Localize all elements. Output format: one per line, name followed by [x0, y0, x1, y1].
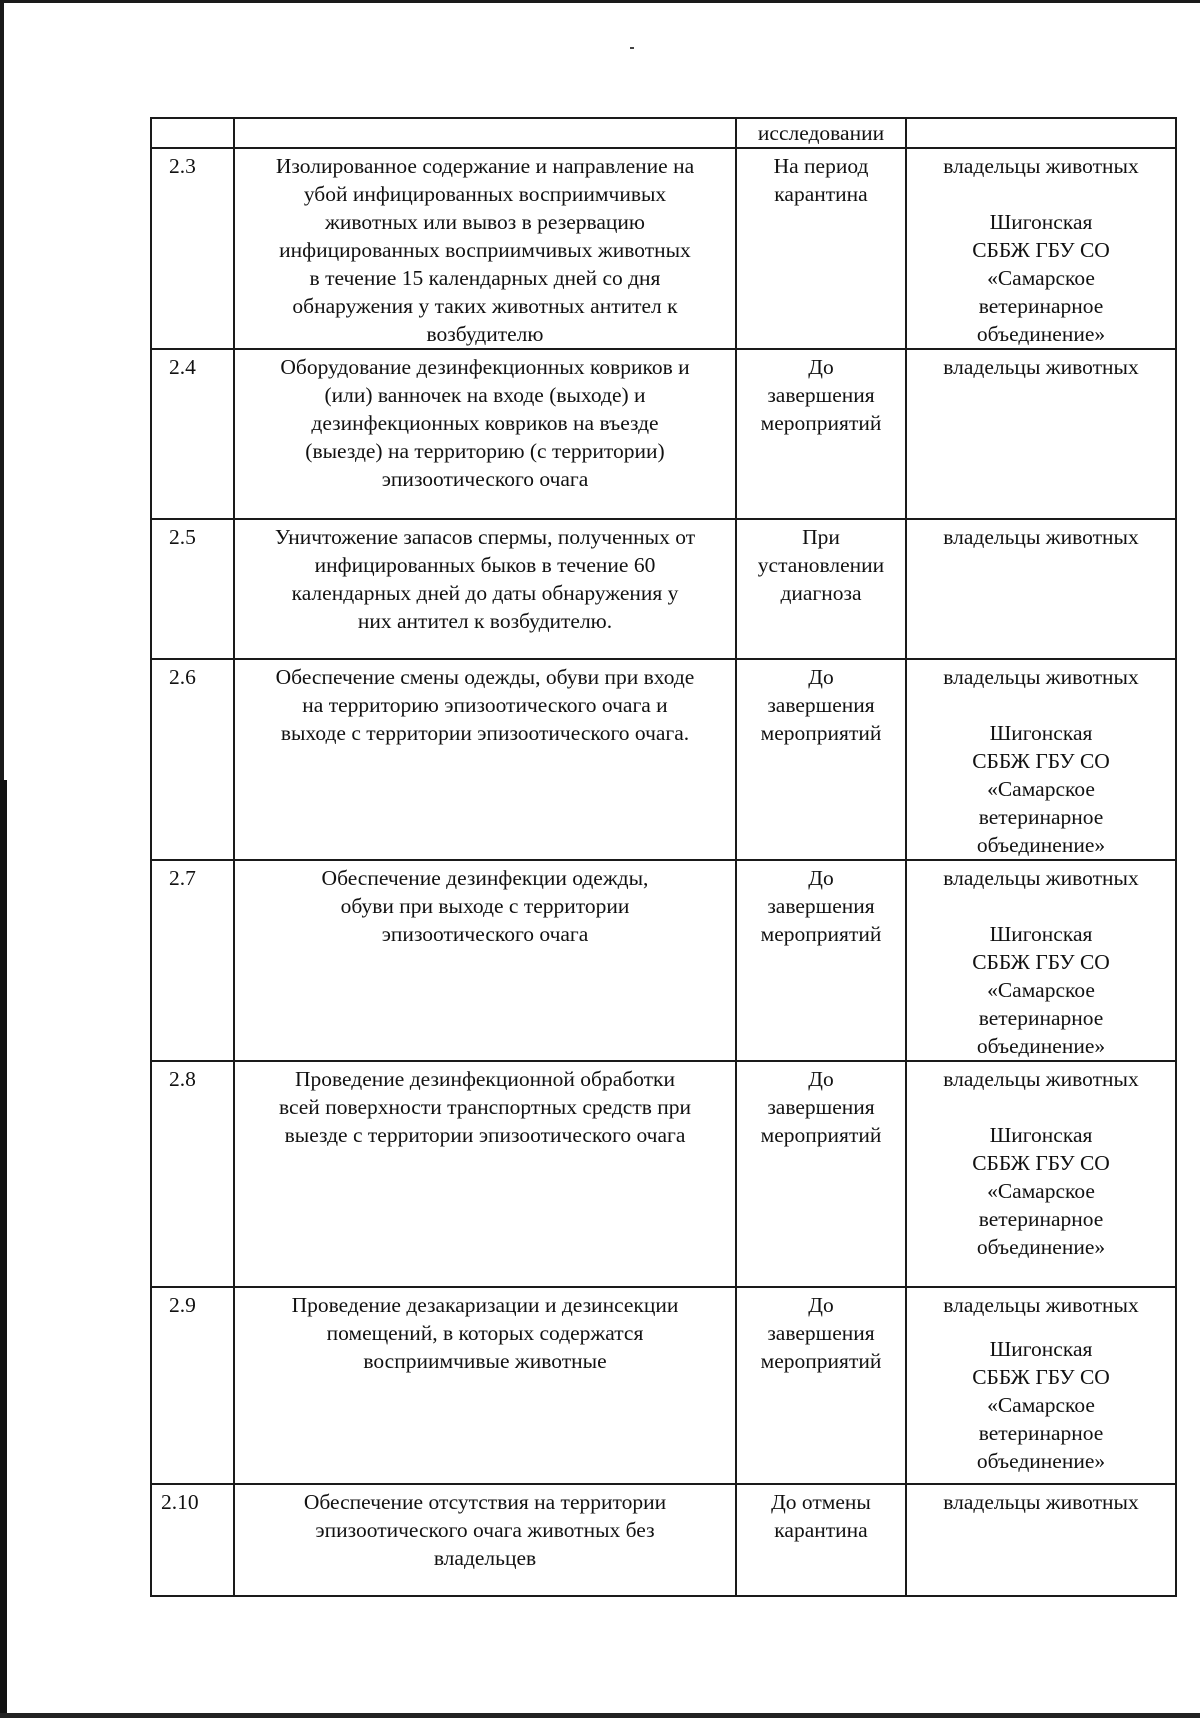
cell-num	[151, 1061, 234, 1287]
cell-responsible	[906, 118, 1176, 148]
cell-num	[151, 1484, 234, 1596]
responsible-text: владельцы животных	[943, 525, 1139, 549]
cell-action	[234, 1484, 736, 1596]
scan-border-bottom	[0, 1713, 1200, 1718]
term-text: При установлении диагноза	[757, 525, 885, 605]
measures-table	[150, 117, 1177, 1597]
scan-border-left-lower	[0, 780, 7, 1718]
cell-action	[234, 349, 736, 519]
cell-action	[234, 519, 736, 659]
action-text: Проведение дезинфекционной обработки всей поверхности транспортных средств при выезде с территории эпизоотического очага	[278, 1067, 692, 1147]
table-row	[151, 860, 1176, 1061]
table-row	[151, 148, 1176, 349]
cell-responsible	[906, 659, 1176, 860]
organization-text: Шигонская СББЖ ГБУ СО «Самарское ветеринарное объединение»	[972, 922, 1110, 1058]
term-text: До отмены карантина	[771, 1490, 871, 1542]
responsible-text: владельцы животных	[943, 866, 1139, 890]
cell-action	[234, 1061, 736, 1287]
organization-text: Шигонская СББЖ ГБУ СО «Самарское ветеринарное объединение»	[972, 721, 1110, 857]
cell-action	[234, 148, 736, 349]
cell-responsible	[906, 349, 1176, 519]
row-number: 2.5	[169, 525, 196, 549]
cell-action	[234, 118, 736, 148]
organization-text: Шигонская СББЖ ГБУ СО «Самарское ветеринарное объединение»	[972, 1123, 1110, 1259]
organization-text: Шигонская СББЖ ГБУ СО «Самарское ветеринарное объединение»	[972, 1337, 1110, 1473]
cell-num	[151, 860, 234, 1061]
table-row-continuation	[151, 118, 1176, 148]
responsible-text: владельцы животных	[943, 1293, 1139, 1317]
row-number: 2.8	[169, 1067, 196, 1091]
cell-responsible	[906, 1287, 1176, 1484]
table-row	[151, 349, 1176, 519]
cell-action	[234, 659, 736, 860]
cell-term	[736, 659, 906, 860]
term-text: До завершения мероприятий	[760, 1067, 882, 1147]
cell-responsible	[906, 1061, 1176, 1287]
scan-speck	[630, 47, 634, 49]
cell-num	[151, 349, 234, 519]
term-text: До завершения мероприятий	[760, 1293, 882, 1373]
row-number: 2.4	[169, 355, 196, 379]
cell-term	[736, 349, 906, 519]
cell-num	[151, 659, 234, 860]
responsible-text: владельцы животных	[943, 154, 1139, 178]
action-text: Обеспечение дезинфекции одежды, обуви при выходе с территории эпизоотического очага	[321, 866, 649, 946]
term-text: На период карантина	[773, 154, 869, 206]
cell-term	[736, 1287, 906, 1484]
responsible-text: владельцы животных	[943, 1067, 1139, 1091]
cell-action	[234, 1287, 736, 1484]
responsible-text: владельцы животных	[943, 665, 1139, 689]
cell-term	[736, 148, 906, 349]
cell-num	[151, 519, 234, 659]
term-text: До завершения мероприятий	[760, 355, 882, 435]
cell-num	[151, 148, 234, 349]
cell-num	[151, 118, 234, 148]
responsible-text: владельцы животных	[943, 355, 1139, 379]
cell-term	[736, 519, 906, 659]
cell-responsible	[906, 148, 1176, 349]
term-text: До завершения мероприятий	[760, 665, 882, 745]
action-text: Оборудование дезинфекционных ковриков и (или) ванночек на входе (выходе) и дезинфекционных ковриков на въезде (выезде) на территорию (с территории) эпизоотического очага	[280, 355, 690, 491]
cell-responsible	[906, 519, 1176, 659]
table-row	[151, 1484, 1176, 1596]
table-row	[151, 1061, 1176, 1287]
action-text: Проведение дезакаризации и дезинсекции помещений, в которых содержатся восприимчивые животные	[291, 1293, 679, 1373]
responsible-text: владельцы животных	[943, 1490, 1139, 1514]
row-number: 2.6	[169, 665, 196, 689]
scan-border-top	[0, 0, 1200, 3]
row-number: 2.7	[169, 866, 196, 890]
cell-action	[234, 860, 736, 1061]
action-text: Уничтожение запасов спермы, полученных от инфицированных быков в течение 60 календарных дней до даты обнаружения у них антител к возбудителю.	[274, 525, 696, 633]
table-row	[151, 1287, 1176, 1484]
term-text: исследовании	[757, 121, 885, 145]
organization-text: Шигонская СББЖ ГБУ СО «Самарское ветеринарное объединение»	[972, 210, 1110, 346]
action-text: Обеспечение отсутствия на территории эпизоотического очага животных без владельцев	[303, 1490, 667, 1570]
table-row	[151, 659, 1176, 860]
cell-num	[151, 1287, 234, 1484]
action-text: Обеспечение смены одежды, обуви при входе на территорию эпизоотического очага и выходе с территории эпизоотического очага.	[275, 665, 695, 745]
action-text: Изолированное содержание и направление на убой инфицированных восприимчивых животных или вывоз в резервацию инфицированных восприимчивых животных в течение 15 календарных дней со дня обнаружения у таких животных антител к возбудителю	[275, 154, 695, 346]
term-text: До завершения мероприятий	[760, 866, 882, 946]
cell-term	[736, 1484, 906, 1596]
row-number: 2.9	[169, 1293, 196, 1317]
row-number: 2.10	[161, 1490, 199, 1514]
cell-responsible	[906, 1484, 1176, 1596]
table-row	[151, 519, 1176, 659]
cell-term	[736, 1061, 906, 1287]
row-number: 2.3	[169, 154, 196, 178]
cell-term	[736, 860, 906, 1061]
cell-responsible	[906, 860, 1176, 1061]
cell-term	[736, 118, 906, 148]
